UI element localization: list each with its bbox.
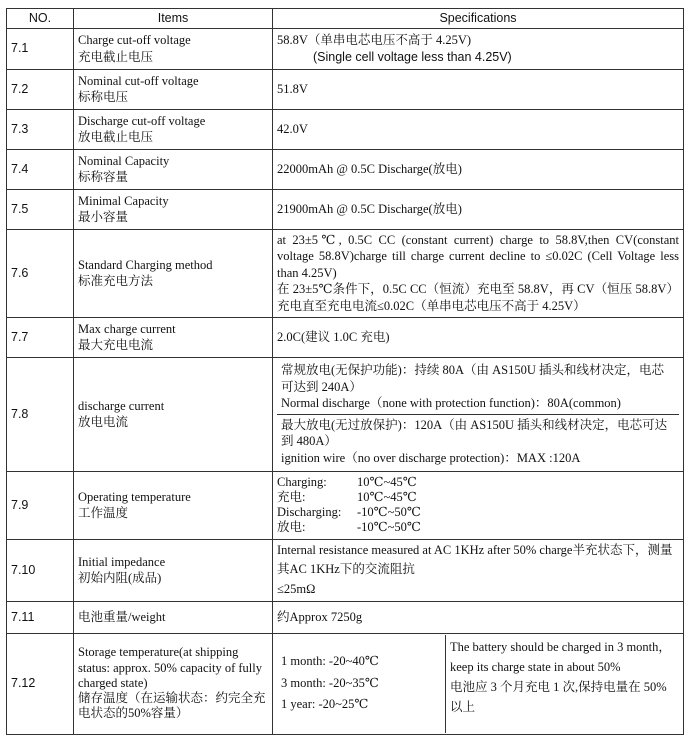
item-cell: [74, 357, 273, 471]
item-en: Initial impedance: [78, 554, 166, 569]
temp-value: -10℃~50℃: [357, 505, 421, 519]
spec-cell: [273, 69, 684, 109]
item-cell: [74, 539, 273, 601]
item-cn: 放电截止电压: [78, 130, 154, 144]
spec-line: 22000mAh @ 0.5C Discharge(放电): [277, 161, 462, 176]
item-cn: 工作温度: [78, 506, 129, 520]
spec-line: ignition wire（no over discharge protection)：MAX :120A: [281, 450, 581, 465]
spec-paragraph-cn: 在 23±5℃条件下，0.5C CC（恒流）充电至 58.8V，再 CV（恒压 58.8V）充电直至充电电流≤0.02C（单串电芯电压不高于 4.25V）: [277, 282, 679, 313]
storage-temperature-list: [277, 635, 446, 733]
spec-cell: [273, 357, 684, 471]
item-cn: 最小容量: [78, 210, 129, 224]
item-en: Standard Charging method: [78, 257, 213, 272]
item-en: Operating temperature: [78, 489, 191, 504]
spec-line: 58.8V（单串电芯电压不高于 4.25V): [277, 33, 472, 47]
item-en: Nominal cut-off voltage: [78, 73, 199, 88]
storage-line: 1 month: -20~40℃: [281, 653, 379, 668]
spec-line: ≤25mΩ: [277, 581, 316, 596]
row-number: 7.8: [7, 357, 74, 471]
table-row: [7, 539, 684, 601]
item-cn: 最大充电电流: [78, 338, 154, 352]
table-row: [7, 601, 684, 633]
item-cell: [74, 601, 273, 633]
storage-note: [446, 635, 679, 733]
item-en: discharge current: [78, 398, 165, 413]
table-row: [7, 229, 684, 317]
item-en: Charge cut-off voltage: [78, 33, 191, 47]
specification-table: [6, 8, 684, 735]
storage-columns: [277, 635, 679, 733]
row-number: 7.12: [7, 633, 74, 734]
spec-cell: [273, 601, 684, 633]
spec-line: 51.8V: [277, 81, 308, 96]
temp-label: 放电:: [277, 520, 306, 534]
table-row: [7, 149, 684, 189]
note-en: The battery should be charged in 3 month，keep its charge state in about 50%: [450, 639, 671, 674]
row-number: 7.11: [7, 601, 74, 633]
spec-line: 21900mAh @ 0.5C Discharge(放电): [277, 201, 462, 216]
spec-cell: [273, 317, 684, 357]
row-number: 7.1: [7, 28, 74, 69]
temperature-grid: [277, 475, 679, 535]
item-en: Max charge current: [78, 321, 176, 336]
row-number: 7.10: [7, 539, 74, 601]
item-en: Nominal Capacity: [78, 153, 170, 168]
table-row: [7, 471, 684, 539]
table-row: [7, 28, 684, 69]
table-row: [7, 317, 684, 357]
temp-label: Discharging:: [277, 505, 342, 519]
row-number: 7.7: [7, 317, 74, 357]
item-cell: [74, 69, 273, 109]
item-cell: [74, 317, 273, 357]
item-cell: [74, 471, 273, 539]
spec-line: 42.0V: [277, 121, 308, 136]
storage-line: 3 month: -20~35℃: [281, 675, 379, 690]
item-cell: [74, 149, 273, 189]
spec-paragraph-en: at 23±5℃, 0.5C CC (constant current) charge to 58.8V,then CV(constant voltage 58.8V)charge till charge current decline to ≤0.02C (Cell Voltage less than 4.25V): [277, 232, 679, 280]
item-cn: 储存温度（在运输状态：约完全充电状态的50%容量）: [78, 691, 266, 721]
spec-cell: [273, 229, 684, 317]
row-number: 7.4: [7, 149, 74, 189]
spec-cell: [273, 189, 684, 229]
spec-cell: [273, 109, 684, 149]
temp-label: Charging:: [277, 475, 327, 489]
temp-value: 10℃~45℃: [357, 490, 417, 504]
row-number: 7.3: [7, 109, 74, 149]
spec-line: Normal discharge（none with protection function)：80A(common): [281, 396, 621, 410]
spec-line: 最大放电(无过放保护)：120A（由 AS150U 插头和线材决定，电芯可达到 480A）: [281, 417, 668, 448]
item-cell: [74, 28, 273, 69]
spec-cell: [273, 149, 684, 189]
normal-discharge-block: [277, 360, 679, 414]
spec-cell: [273, 539, 684, 601]
item-en: Discharge cut-off voltage: [78, 113, 206, 128]
storage-line: 1 year: -20~25℃: [281, 697, 369, 712]
item-en: Minimal Capacity: [78, 193, 169, 208]
row-number: 7.2: [7, 69, 74, 109]
row-number: 7.9: [7, 471, 74, 539]
item-cell: [74, 633, 273, 734]
table-row: [7, 357, 684, 471]
item-cn: 初始内阻(成品): [78, 571, 162, 585]
spec-cell: [273, 633, 684, 734]
item-cell: [74, 189, 273, 229]
temp-value: 10℃~45℃: [357, 475, 417, 489]
max-discharge-block: [277, 414, 679, 469]
spec-line: 约Approx 7250g: [277, 609, 363, 624]
item-cn: 标称电压: [78, 90, 129, 104]
header-items: Items: [74, 9, 273, 29]
spec-line: 常规放电(无保护功能)：持续 80A（由 AS150U 插头和线材决定，电芯可达到 240A）: [281, 363, 664, 394]
header-no: NO.: [7, 9, 74, 29]
header-specifications: Specifications: [273, 9, 684, 29]
temp-label: 充电:: [277, 490, 306, 504]
table-row: [7, 189, 684, 229]
item-cn: 标称容量: [78, 170, 129, 184]
table-row: [7, 69, 684, 109]
item-cn: 标准充电方法: [78, 274, 154, 288]
spec-cell: [273, 471, 684, 539]
table-row: [7, 109, 684, 149]
spec-paragraph: Internal resistance measured at AC 1KHz after 50% charge半充状态下，测量其AC 1KHz下的交流阻抗: [277, 542, 673, 577]
spec-line: (Single cell voltage less than 4.25V): [313, 49, 512, 64]
row-number: 7.6: [7, 229, 74, 317]
row-number: 7.5: [7, 189, 74, 229]
item-cn: 放电电流: [78, 415, 129, 429]
note-cn: 电池应 3 个月充电 1 次,保持电量在 50%以上: [450, 679, 667, 714]
item-en: 电池重量/weight: [78, 609, 166, 624]
spec-line: 2.0C(建议 1.0C 充电): [277, 329, 390, 344]
item-cn: 充电截止电压: [78, 49, 154, 64]
temp-value: -10℃~50℃: [357, 520, 421, 534]
item-cell: [74, 229, 273, 317]
header-row: [7, 9, 684, 29]
item-en: Storage temperature(at shipping status: approx. 50% capacity of fully charged state): [78, 645, 262, 690]
spec-cell: [273, 28, 684, 69]
table-row: [7, 633, 684, 734]
item-cell: [74, 109, 273, 149]
